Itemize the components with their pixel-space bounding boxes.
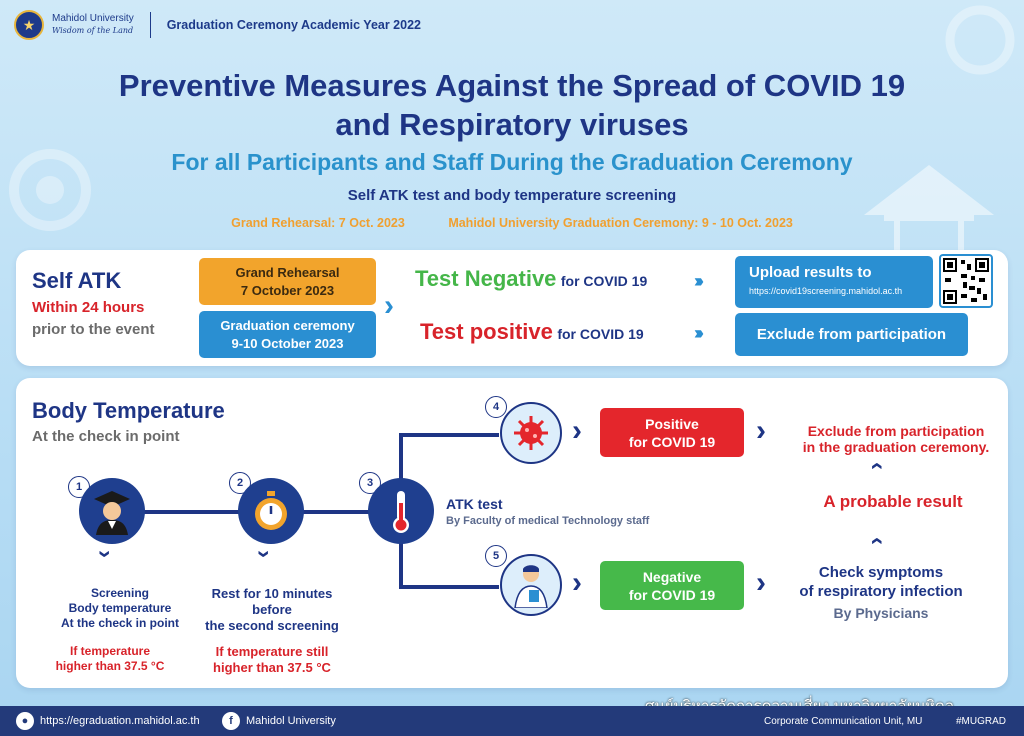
footer-bar [0, 706, 1024, 736]
double-chevron-icon: ››› [694, 323, 700, 343]
chevron-right-icon: › [756, 414, 766, 447]
university-name: Mahidol University [52, 13, 134, 24]
atk-test-by: By Faculty of medical Technology staff [446, 515, 650, 527]
positive-for-covid: for COVID 19 [628, 433, 716, 450]
check-symptoms-text [778, 563, 984, 601]
step2-condition-line: If temperature still [215, 644, 329, 659]
facebook-link[interactable]: Mahidol University [246, 715, 336, 727]
step-number: 4 [485, 396, 507, 418]
subheading: Self ATK test and body temperature screening [347, 187, 677, 204]
step1-caption [40, 586, 200, 631]
upload-results-box[interactable] [735, 256, 933, 308]
negative-label: Negative [642, 568, 702, 585]
flow-line [399, 585, 499, 589]
step1-caption-line: Screening [90, 586, 150, 600]
ceremony-date: Mahidol University Graduation Ceremony: 9 - 10 Oct. 2023 [448, 216, 793, 230]
step2-caption-line: before [252, 602, 292, 617]
exclude-participation-box [735, 313, 968, 356]
doctor-icon [500, 554, 562, 616]
flow-line [399, 433, 499, 437]
exclude-line: Exclude from participation [807, 423, 985, 439]
chevron-up-icon: › [862, 537, 889, 545]
ceremony-box-date: 9-10 October 2023 [231, 335, 344, 351]
step-number: 5 [485, 545, 507, 567]
step1-condition-line: If temperature [69, 644, 151, 658]
test-negative-label: Test Negative [415, 266, 557, 291]
chevron-down-icon: › [251, 550, 278, 558]
facebook-icon: f [222, 712, 240, 730]
footer-facebook[interactable] [222, 712, 336, 730]
double-chevron-icon: ››› [694, 271, 700, 291]
chevron-down-icon: › [92, 550, 119, 558]
step2-condition [192, 644, 352, 676]
step-number: 2 [229, 472, 251, 494]
website-link[interactable]: https://egraduation.mahidol.ac.th [40, 715, 200, 727]
qr-code-icon[interactable] [939, 254, 993, 308]
positive-label: Positive [645, 415, 699, 432]
for-covid-label: for COVID 19 [560, 273, 648, 289]
step1-caption-line: Body temperature [68, 601, 172, 615]
event-dates [0, 216, 1024, 230]
university-logo-icon: ★ [14, 10, 44, 40]
step1-caption-line: At the check in point [60, 616, 179, 630]
check-line: of respiratory infection [799, 583, 963, 600]
body-temp-sub: At the check in point [32, 428, 180, 445]
footer-hashtag: #MUGRAD [956, 716, 1007, 727]
test-positive-row [420, 319, 644, 345]
check-line: Check symptoms [818, 564, 944, 581]
virus-icon [500, 402, 562, 464]
upload-label: Upload results to [749, 264, 872, 281]
university-tagline: Wisdom of the Land [52, 26, 134, 35]
exclude-label: Exclude from participation [756, 325, 947, 343]
upload-url[interactable]: https://covid19screening.mahidol.ac.th [749, 286, 903, 296]
test-positive-label: Test positive [420, 319, 553, 344]
header-brand [14, 10, 421, 40]
rehearsal-box-date: 7 October 2023 [240, 282, 335, 298]
ceremony-box-label: Graduation ceremony [220, 317, 355, 333]
chevron-right-icon: › [756, 566, 766, 599]
main-title-line2: and Respiratory viruses [335, 107, 689, 142]
exclude-graduation-text [782, 423, 1010, 455]
subtitle: For all Participants and Staff During the Graduation Ceremony [171, 149, 853, 175]
stopwatch-icon [238, 478, 304, 544]
test-negative-row [415, 266, 647, 292]
self-atk-within: Within 24 hours [32, 299, 145, 316]
negative-for-covid: for COVID 19 [628, 586, 716, 603]
by-physicians: By Physicians [833, 605, 929, 621]
step1-condition-line: higher than 37.5 °C [55, 659, 165, 673]
chevron-right-icon: › [572, 414, 582, 447]
for-covid-label: for COVID 19 [557, 326, 644, 342]
negative-covid-box [600, 561, 744, 610]
main-title-line1: Preventive Measures Against the Spread of COVID 19 [118, 68, 906, 103]
probable-result: A probable result [823, 492, 963, 511]
header-divider [150, 12, 151, 38]
step-number: 3 [359, 472, 381, 494]
step2-caption [192, 586, 352, 634]
thermometer-icon [368, 478, 434, 544]
graduate-icon [79, 478, 145, 544]
footer-website[interactable] [16, 712, 200, 730]
globe-icon: ● [16, 712, 34, 730]
rehearsal-date: Grand Rehearsal: 7 Oct. 2023 [231, 216, 405, 230]
rehearsal-box-label: Grand Rehearsal [235, 264, 340, 280]
footer-unit: Corporate Communication Unit, MU [764, 716, 923, 727]
positive-covid-box [600, 408, 744, 457]
self-atk-prior: prior to the event [32, 321, 155, 338]
step-number: 1 [68, 476, 90, 498]
chevron-right-icon: › [384, 289, 394, 322]
step2-condition-line: higher than 37.5 °C [213, 660, 331, 675]
chevron-right-icon: › [572, 566, 582, 599]
chevron-up-icon: › [862, 462, 889, 470]
atk-test-label: ATK test [446, 496, 503, 512]
step1-condition [30, 644, 190, 674]
step2-caption-line: Rest for 10 minutes [211, 586, 333, 601]
step2-caption-line: the second screening [205, 618, 339, 633]
body-temp-heading: Body Temperature [32, 398, 225, 423]
exclude-line: in the graduation ceremony. [802, 439, 990, 455]
ceremony-date-box [199, 311, 376, 358]
self-atk-heading: Self ATK [32, 268, 122, 293]
event-title: Graduation Ceremony Academic Year 2022 [166, 18, 421, 32]
rehearsal-date-box [199, 258, 376, 305]
